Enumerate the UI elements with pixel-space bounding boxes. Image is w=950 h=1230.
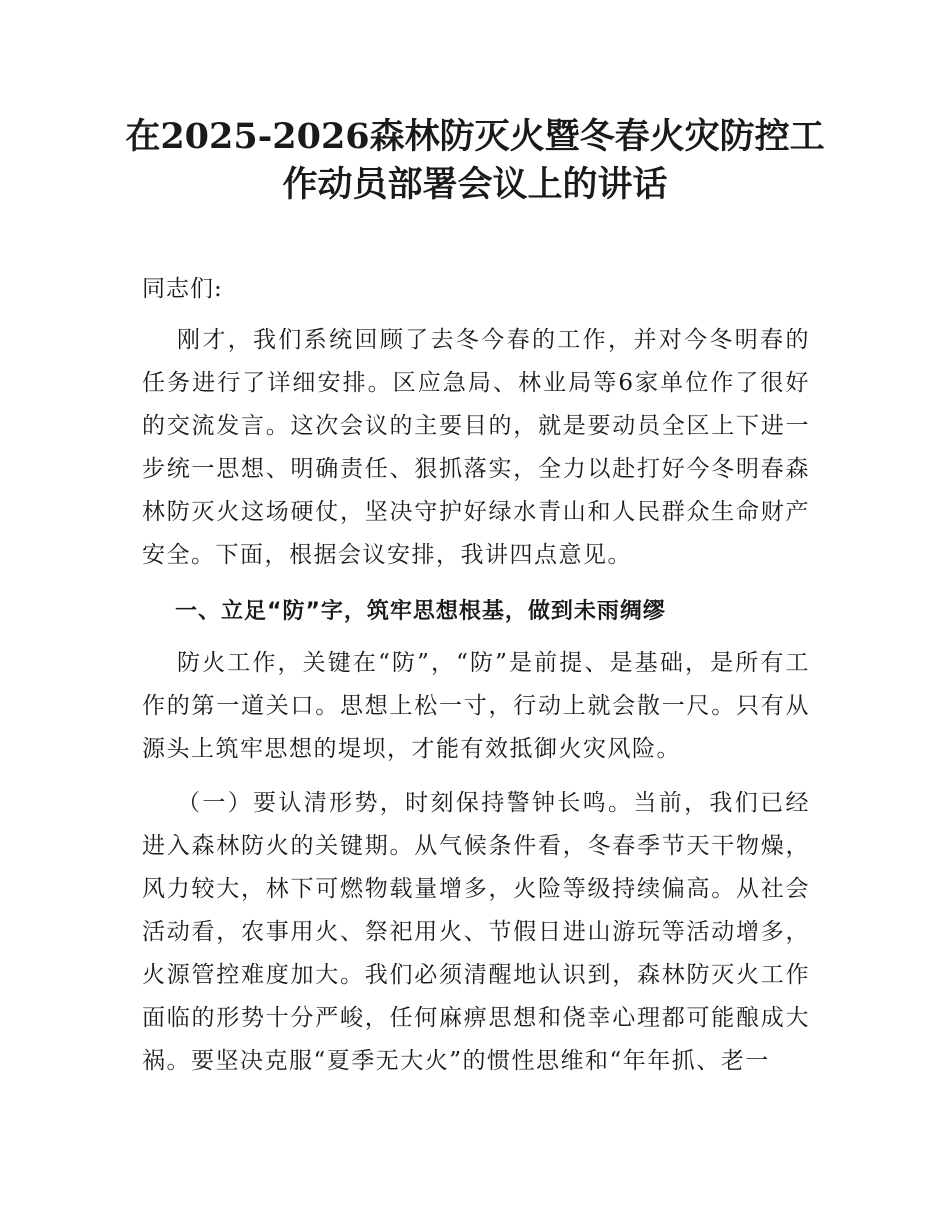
document-title-line-1: 在2025-2026森林防灭火暨冬春火灾防控工 [125,116,825,157]
paragraph-intro: 刚才，我们系统回顾了去冬今春的工作，并对今冬明春的任务进行了详细安排。区应急局、林业局等6家单位作了很好的交流发言。这次会议的主要目的，就是要动员全区上下进一步统一思想、明确责任、狠抓落实，全力以赴打好今冬明春森林防灭火这场硬仗，坚决守护好绿水青山和人民群众生命财产安全。下面，根据会议安排，我讲四点意见。 [142,327,810,568]
section-heading-1: 一、立足“防”字，筑牢思想根基，做到未雨绸缪 [175,599,666,624]
paragraph-situation: （一）要认清形势，时刻保持警钟长鸣。当前，我们已经进入森林防火的关键期。从气候条件看，冬春季节天干物燥，风力较大，林下可燃物载量增多，火险等级持续偏高。从社会活动看，农事用火、祭祀用火、节假日进山游玩等活动增多，火源管控难度加大。我们必须清醒地认识到，森林防灭火工作面临的形势十分严峻，任何麻痹思想和侥幸心理都可能酿成大祸。要坚决克服“夏季无大火”的惯性思维和“年年抓、老一 [142,790,810,1074]
paragraph-prevention: 防火工作，关键在“防”，“防”是前提、是基础，是所有工作的第一道关口。思想上松一寸，行动上就会散一尺。只有从源头上筑牢思想的堤坝，才能有效抵御火灾风险。 [142,650,810,762]
salutation: 同志们: [142,276,223,302]
document-title-line-2: 作动员部署会议上的讲话 [282,164,668,205]
